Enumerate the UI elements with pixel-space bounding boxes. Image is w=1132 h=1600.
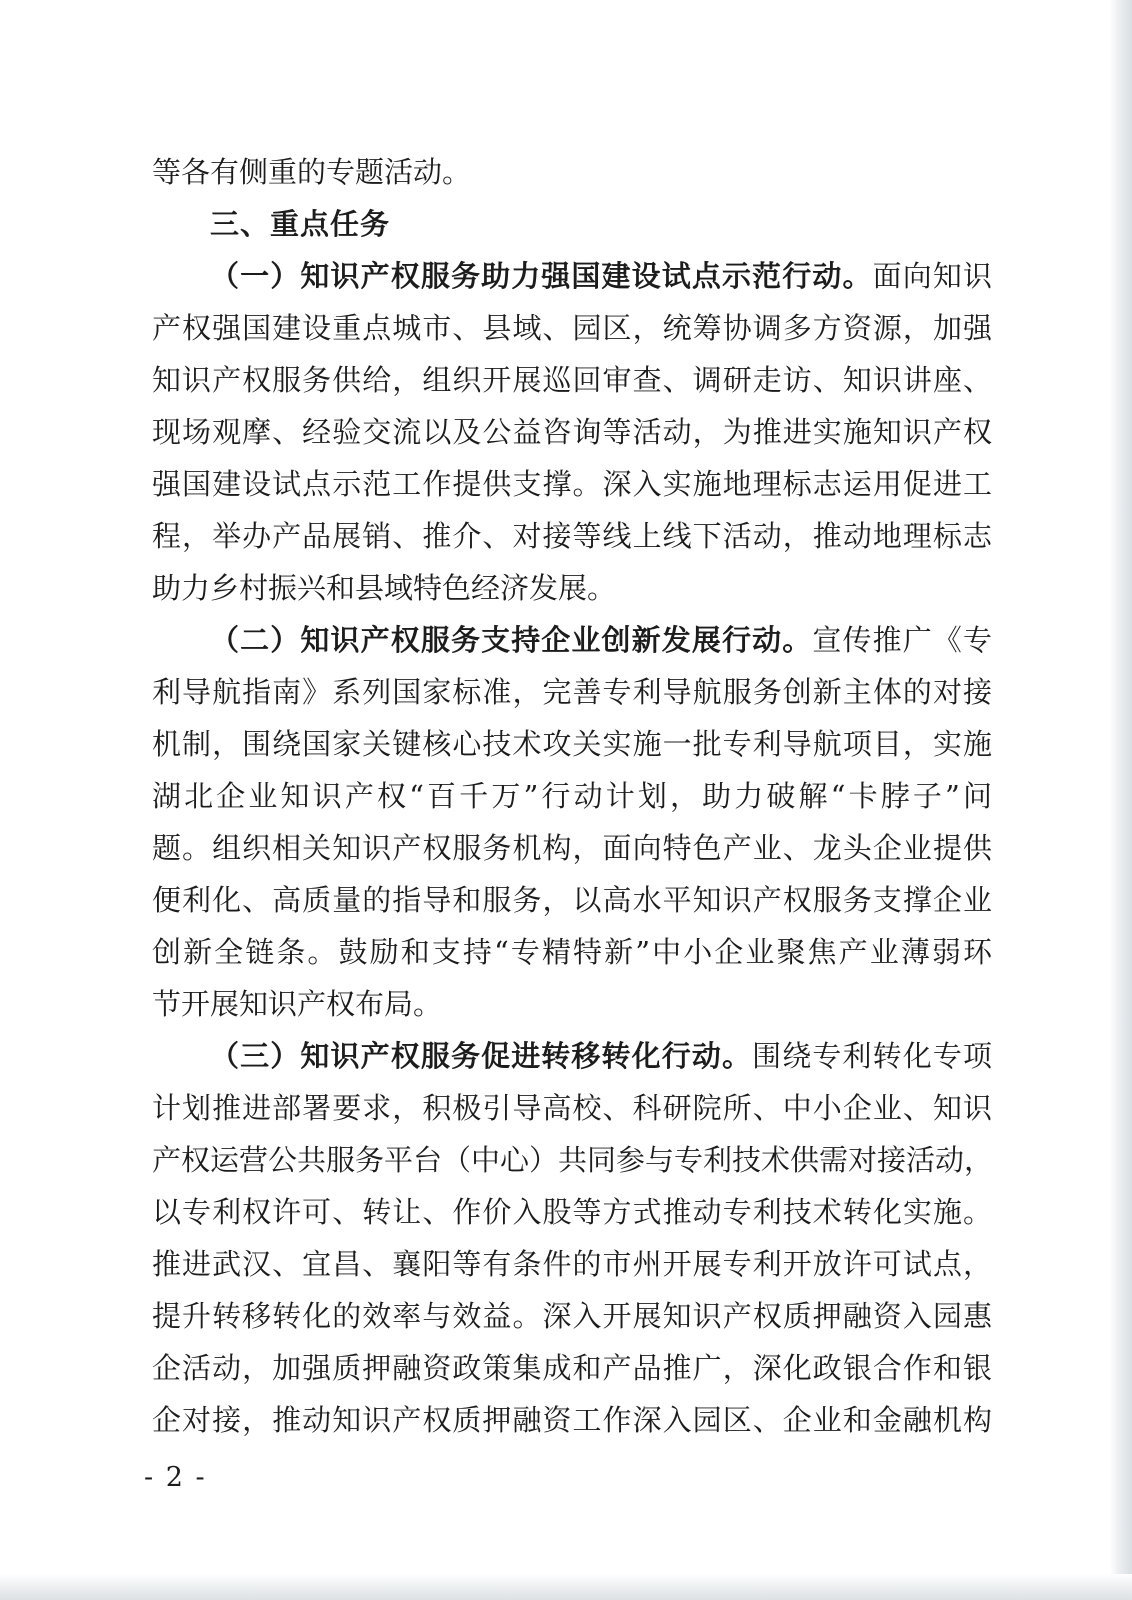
task-2-line-1: 利导航指南》系列国家标准，完善专利导航服务创新主体的对接 xyxy=(152,675,992,709)
task-1-line-1: 产权强国建设重点城市、县域、园区，统筹协调多方资源，加强 xyxy=(152,311,992,345)
scan-edge-bottom xyxy=(0,1574,1132,1600)
task-3-first-line xyxy=(152,1030,992,1082)
task-2-line-6: 创新全链条。鼓励和支持“专精特新”中小企业聚焦产业薄弱环 xyxy=(152,935,992,969)
task-1-line-4: 强国建设试点示范工作提供支撑。深入实施地理标志运用促进工 xyxy=(152,467,992,501)
task-1-line-3: 现场观摩、经验交流以及公益咨询等活动，为推进实施知识产权 xyxy=(152,415,992,449)
task-1-lead: （一）知识产权服务助力强国建设试点示范行动。 xyxy=(210,259,873,293)
task-3-line-7: 企对接，推动知识产权质押融资工作深入园区、企业和金融机构 xyxy=(152,1403,992,1437)
section-heading: 三、重点任务 xyxy=(210,207,391,241)
task-2-line-0: 宣传推广《专 xyxy=(812,623,992,657)
task-2-line-3: 湖北企业知识产权“百千万”行动计划，助力破解“卡脖子”问 xyxy=(152,779,992,813)
task-3-line-0: 围绕专利转化专项 xyxy=(752,1039,992,1073)
task-2-line-5: 便利化、高质量的指导和服务，以高水平知识产权服务支撑企业 xyxy=(152,883,992,917)
task-1-line-6: 助力乡村振兴和县域特色经济发展。 xyxy=(152,571,617,605)
task-3-line-1: 计划推进部署要求，积极引导高校、科研院所、中小企业、知识 xyxy=(152,1091,992,1125)
task-3-line-6: 企活动，加强质押融资政策集成和产品推广，深化政银合作和银 xyxy=(152,1351,992,1385)
page-number: - 2 - xyxy=(144,1462,207,1493)
task-2-line-2: 机制，围绕国家关键核心技术攻关实施一批专利导航项目，实施 xyxy=(152,727,992,761)
intro-tail-line: 等各有侧重的专题活动。 xyxy=(152,155,472,189)
task-3-lead: （三）知识产权服务促进转移转化行动。 xyxy=(210,1039,753,1073)
document-body xyxy=(152,146,992,1446)
task-2-line-4: 题。组织相关知识产权服务机构，面向特色产业、龙头企业提供 xyxy=(152,831,992,865)
task-3-line-5: 提升转移转化的效率与效益。深入开展知识产权质押融资入园惠 xyxy=(152,1299,992,1333)
task-2-line-7: 节开展知识产权布局。 xyxy=(152,987,443,1021)
task-1-line-5: 程，举办产品展销、推介、对接等线上线下活动，推动地理标志 xyxy=(152,519,992,553)
scan-edge-right xyxy=(1110,0,1132,1600)
task-1-line-2: 知识产权服务供给，组织开展巡回审查、调研走访、知识讲座、 xyxy=(152,363,992,397)
task-1-line-0: 面向知识 xyxy=(872,259,992,293)
task-3-line-4: 推进武汉、宜昌、襄阳等有条件的市州开展专利开放许可试点， xyxy=(152,1247,992,1281)
task-1-first-line xyxy=(152,250,992,302)
task-2-first-line xyxy=(152,614,992,666)
task-2-lead: （二）知识产权服务支持企业创新发展行动。 xyxy=(210,623,813,657)
task-3-line-2: 产权运营公共服务平台（中心）共同参与专利技术供需对接活动， xyxy=(152,1143,994,1177)
task-3-line-3: 以专利权许可、转让、作价入股等方式推动专利技术转化实施。 xyxy=(152,1195,992,1229)
